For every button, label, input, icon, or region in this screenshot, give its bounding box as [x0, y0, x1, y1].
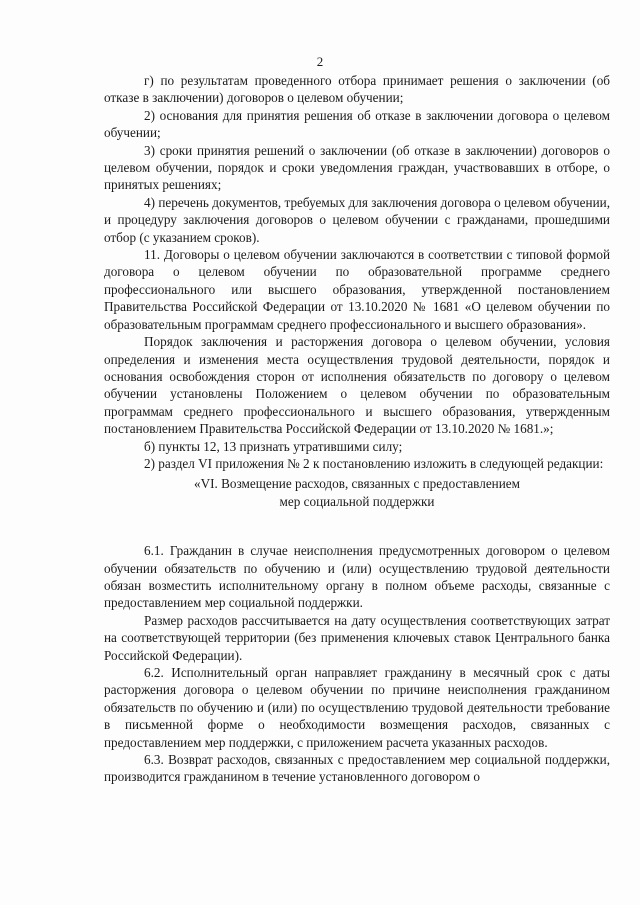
paragraph-section-vi-intro: 2) раздел VI приложения № 2 к постановлению изложить в следующей редакции:	[144, 455, 604, 471]
paragraph-grounds-refusal: 2) основания для принятия решения об отказе в заключении договора о целевом обучении;	[104, 107, 610, 141]
paragraph-document-list: 4) перечень документов, требуемых для заключения договора о целевом обучении, и процедуру заключения договоров о целевом обучении с гражданами, прошедшими отбор (с указанием сроков).	[104, 194, 610, 245]
paragraph-b-void-items: б) пункты 12, 13 признать утратившими силу;	[144, 438, 403, 454]
paragraph-6-2: 6.2. Исполнительный орган направляет гражданину в месячный срок с даты расторжения договора о целевом обучении по причине неисполнения гражданином обязательств по обучению и (или) по осуществлению трудовой деятельности требование в письменной форме о необходимости возмещения расходов, связанных с предоставлением мер поддержки, с приложением расчета указанных расходов.	[104, 665, 610, 750]
paragraph-11-contracts: 11. Договоры о целевом обучении заключаются в соответствии с типовой формой договора о целевом обучении по образовательной программе среднего профессионального или высшего образования, утвержденной постановлением Правительства Российской Федерации от 13.10.2020 № 1681 «О целевом обучении по образовательным программам среднего профессионального и высшего образования».	[104, 247, 610, 332]
section-heading	[104, 475, 610, 510]
section-heading-line2: мер социальной поддержки	[279, 493, 435, 509]
paragraph-6-1: 6.1. Гражданин в случае неисполнения предусмотренных договором о целевом обучении обязательств по обучению и (или) осуществлению трудовой деятельности обязан возместить исполнительному органу в полном объеме расходы, связанные с предоставлением мер социальной поддержки.	[104, 543, 610, 611]
spacer	[104, 510, 610, 542]
paragraph-g-decisions: г) по результатам проведенного отбора принимает решения о заключении (об отказе в заключении) договоров о целевом обучении;	[104, 73, 610, 106]
paragraph-conclusion-procedure: Порядок заключения и расторжения договора о целевом обучении, условия определения и изменения места осуществления трудовой деятельности, порядок и основания освобождения сторон от исполнения обязательств по договору о целевом обучении установлены Положением о целевом обучении по образовательным программам среднего профессионального и высшего образования, утвержденным постановлением Правительства Российской Федерации от 13.10.2020 № 1681.»;	[104, 334, 610, 437]
section-heading-line1: «VI. Возмещение расходов, связанных с предоставлением	[194, 476, 520, 492]
paragraph-expense-size: Размер расходов рассчитывается на дату осуществления соответствующих затрат на соответствующей территории (без применения ключевых ставок Центрального банка Российской Федерации).	[104, 612, 610, 663]
paragraph-6-3: 6.3. Возврат расходов, связанных с предоставлением мер социальной поддержки, производится гражданином в течение установленного договором о	[104, 752, 610, 785]
page-number: 2	[316, 54, 324, 69]
document-body	[104, 72, 610, 786]
paragraph-decision-terms: 3) сроки принятия решений о заключении (об отказе в заключении) договоров о целевом обучении, порядок и сроки уведомления граждан, участвовавших в отборе, о принятых решениях;	[104, 142, 610, 193]
